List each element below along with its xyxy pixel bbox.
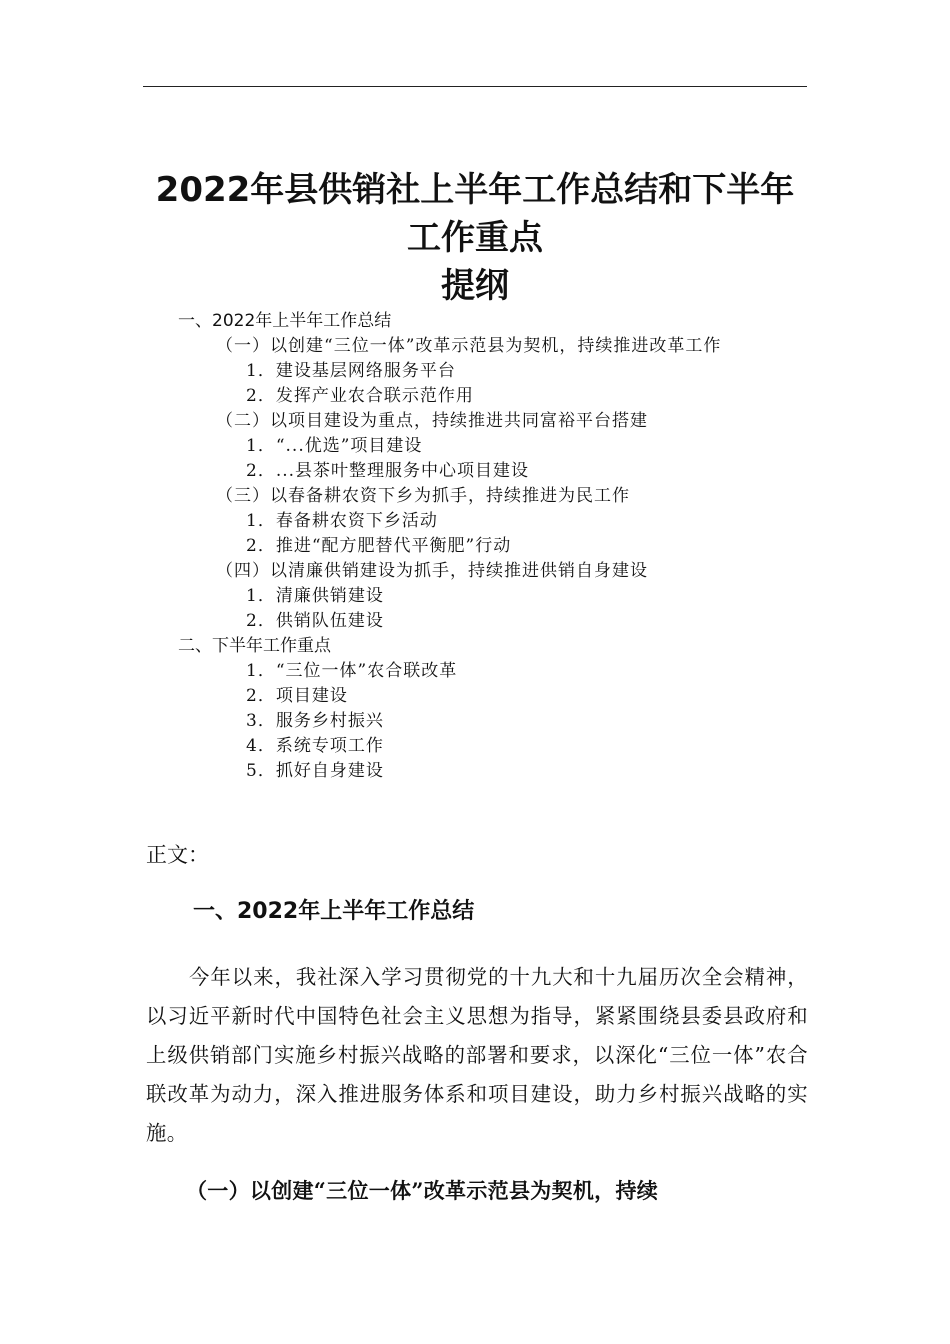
outline-item-level-1: 一、2022年上半年工作总结 — [178, 311, 392, 331]
outline-item-level-2: （四）以清廉供销建设为抓手，持续推进供销自身建设 — [216, 561, 648, 581]
outline-item-level-2: （一）以创建“三位一体”改革示范县为契机，持续推进改革工作 — [216, 336, 722, 356]
outline-item-level-3: 2．发挥产业农合联示范作用 — [246, 386, 474, 406]
outline-item-level-3: 3．服务乡村振兴 — [246, 711, 384, 731]
document-title-line-2: 工作重点 — [407, 218, 543, 258]
outline-item-level-1: 二、下半年工作重点 — [178, 636, 331, 656]
outline-item-level-3: 1．建设基层网络服务平台 — [246, 361, 456, 381]
document-title-line-3: 提纲 — [441, 266, 509, 306]
document-title-line-1: 2022年县供销社上半年工作总结和下半年 — [155, 170, 795, 210]
section-heading: 一、2022年上半年工作总结 — [193, 899, 475, 924]
outline-item-level-3: 2．供销队伍建设 — [246, 611, 384, 631]
outline-item-level-3: 4．系统专项工作 — [246, 736, 384, 756]
subsection-heading: （一）以创建“三位一体”改革示范县为契机，持续 — [186, 1178, 659, 1203]
outline-item-level-3: 1．“...优选”项目建设 — [246, 436, 423, 456]
section-paragraph: 今年以来，我社深入学习贯彻党的十九大和十九届历次全会精神，以习近平新时代中国特色社会主义思想为指导，紧紧围绕县委县政府和上级供销部门实施乡村振兴战略的部署和要求，以深化“三位一体”农合联改革为动力，深入推进服务体系和项目建设，助力乡村振兴战略的实施。 — [146, 965, 808, 1145]
outline-item-level-3: 1．“三位一体”农合联改革 — [246, 661, 458, 681]
body-label: 正文： — [146, 843, 209, 867]
outline-item-level-3: 2．...县茶叶整理服务中心项目建设 — [246, 461, 530, 481]
outline-item-level-3: 1．清廉供销建设 — [246, 586, 384, 606]
outline-item-level-3: 1．春备耕农资下乡活动 — [246, 511, 438, 531]
outline-item-level-3: 2．推进“配方肥替代平衡肥”行动 — [246, 536, 512, 556]
outline-item-level-3: 5．抓好自身建设 — [246, 761, 384, 781]
outline-item-level-3: 2．项目建设 — [246, 686, 348, 706]
outline-item-level-2: （二）以项目建设为重点，持续推进共同富裕平台搭建 — [216, 411, 648, 431]
header-rule — [143, 86, 807, 87]
outline-item-level-2: （三）以春备耕农资下乡为抓手，持续推进为民工作 — [216, 486, 630, 506]
